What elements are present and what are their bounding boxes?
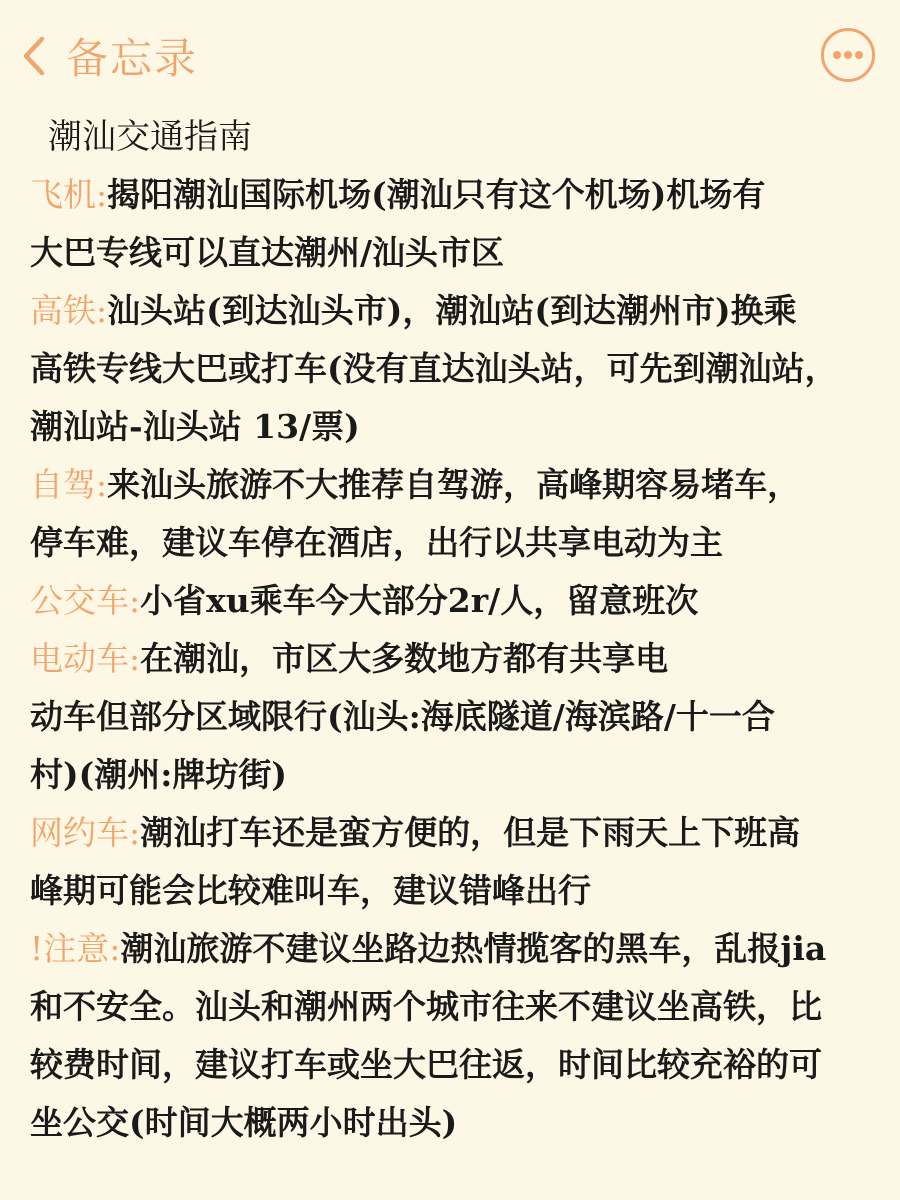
section-line <box>30 398 880 456</box>
section-line <box>30 224 880 282</box>
section-text: 揭阳潮汕国际机场(潮汕只有这个机场)机场有 <box>107 175 766 214</box>
more-horizontal-icon <box>820 68 876 87</box>
section-line <box>30 514 880 572</box>
section-text: 停车难，建议车停在酒店，出行以共享电动为主 <box>30 523 723 562</box>
section-label: !注意: <box>30 929 121 968</box>
section-text: 来汕头旅游不大推荐自驾游，高峰期容易堵车， <box>107 465 801 504</box>
section-line <box>30 746 880 804</box>
section-line <box>30 572 880 630</box>
section-text: 小省xu乘车今大部分2r/人，留意班次 <box>140 581 699 620</box>
section-label: 电动车: <box>30 639 141 678</box>
back-button-label: 备忘录 <box>66 34 199 83</box>
section-line <box>30 978 880 1036</box>
chevron-left-icon <box>20 36 46 76</box>
section-line <box>30 1094 880 1152</box>
section-text: 和不安全。汕头和潮州两个城市往来不建议坐高铁，比 <box>30 987 822 1026</box>
section-line <box>30 688 880 746</box>
section-label: 网约车: <box>30 813 141 852</box>
section-ride-hailing <box>30 804 880 920</box>
section-label: 高铁: <box>30 291 108 330</box>
section-text: 潮汕旅游不建议坐路边热情揽客的黑车，乱报jia <box>120 929 827 968</box>
note-title: 潮汕交通指南 <box>48 117 252 157</box>
more-options-button[interactable] <box>820 27 876 83</box>
section-text: 坐公交(时间大概两小时出头) <box>30 1103 458 1142</box>
note-body[interactable] <box>30 112 880 1152</box>
section-line <box>30 340 880 398</box>
section-text: 动车但部分区域限行(汕头:海底隧道/海滨路/十一合 <box>30 697 775 736</box>
section-e-bike <box>30 630 880 804</box>
section-line <box>30 804 880 862</box>
section-line <box>30 630 880 688</box>
navigation-bar <box>0 0 900 110</box>
section-line <box>30 920 880 978</box>
section-text: 峰期可能会比较难叫车，建议错峰出行 <box>30 871 591 910</box>
section-bus <box>30 572 880 630</box>
section-label: 飞机: <box>30 175 108 214</box>
section-high-speed-rail <box>30 282 880 456</box>
section-text: 在潮汕，市区大多数地方都有共享电 <box>140 639 669 678</box>
section-text: 大巴专线可以直达潮州/汕头市区 <box>30 233 505 272</box>
back-button[interactable] <box>20 28 198 84</box>
section-label: 自驾: <box>30 465 108 504</box>
section-text: 高铁专线大巴或打车(没有直达汕头站，可先到潮汕站， <box>30 349 838 388</box>
section-line <box>30 456 880 514</box>
section-line <box>30 282 880 340</box>
section-warning <box>30 920 880 1152</box>
note-sections <box>30 166 880 1152</box>
section-text: 汕头站(到达汕头市)，潮汕站(到达潮州市)换乘 <box>107 291 797 330</box>
section-text: 潮汕打车还是蛮方便的，但是下雨天上下班高 <box>140 813 801 852</box>
section-text: 较费时间，建议打车或坐大巴往返，时间比较充裕的可 <box>30 1045 822 1084</box>
section-text: 潮汕站-汕头站 13/票) <box>30 407 360 446</box>
section-line <box>30 862 880 920</box>
section-line <box>30 1036 880 1094</box>
section-text: 村)(潮州:牌坊街) <box>30 755 288 794</box>
section-self-drive <box>30 456 880 572</box>
section-label: 公交车: <box>30 581 141 620</box>
section-line <box>30 166 880 224</box>
section-plane <box>30 166 880 282</box>
